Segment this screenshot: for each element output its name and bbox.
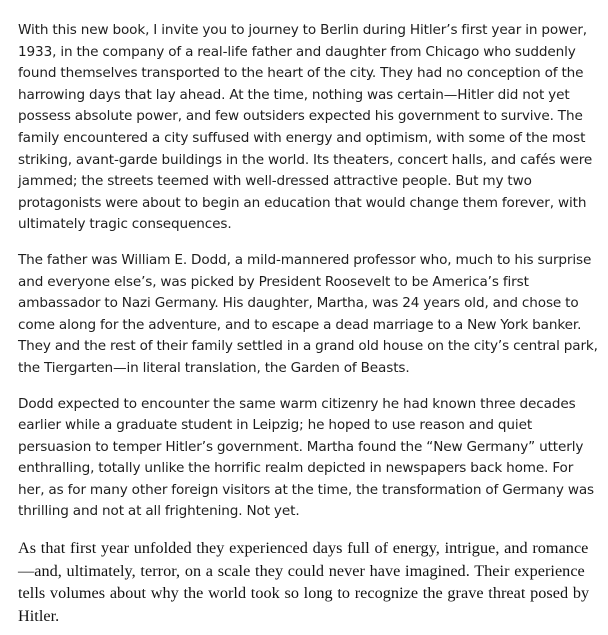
paragraph-dodd-expectations: Dodd expected to encounter the same warm citizenry he had known three decades earlier while a graduate student in Leipzig; he hoped to use reason and quiet persuasion to temper Hitler’s government. Martha found the “New Germany” utterly enthralling, totally unlike the horrific realm depicted in newspapers back home. For her, as for many other foreign visitors at the time, the transformation of Germany was thrilling and not at all frightening. Not yet. (18, 395, 595, 520)
document-body (18, 20, 600, 627)
paragraph-conclusion: As that first year unfolded they experienced days full of energy, intrigue, and romance—and, ultimately, terror, on a scale they could never have imagined. Their experience tells volumes about why the world took so long to recognize the grave threat posed by Hitler. (18, 539, 590, 625)
paragraph-father: The father was William E. Dodd, a mild-mannered professor who, much to his surprise and everyone else’s, was picked by President Roosevelt to be America’s first ambassador to Nazi Germany. His daughter, Martha, was 24 years old, and chose to come along for the adventure, and to escape a dead marriage to a New York banker. They and the rest of their family settled in a grand old house on the city’s central park, the Tiergarten—in literal translation, the Garden of Beasts. (18, 251, 598, 376)
paragraph-intro: With this new book, I invite you to journey to Berlin during Hitler’s first year in power, 1933, in the company of a real-life father and daughter from Chicago who suddenly found themselves transported to the heart of the city. They had no conception of the harrowing days that lay ahead. At the time, nothing was certain—Hitler did not yet possess absolute power, and few outsiders expected his government to survive. The family encountered a city suffused with energy and optimism, with some of the most striking, avant-garde buildings in the world. Its theaters, concert halls, and cafés were jammed; the streets teemed with well-dressed attractive people. But my two protagonists were about to begin an education that would change them forever, with ultimately tragic consequences. (18, 22, 593, 233)
